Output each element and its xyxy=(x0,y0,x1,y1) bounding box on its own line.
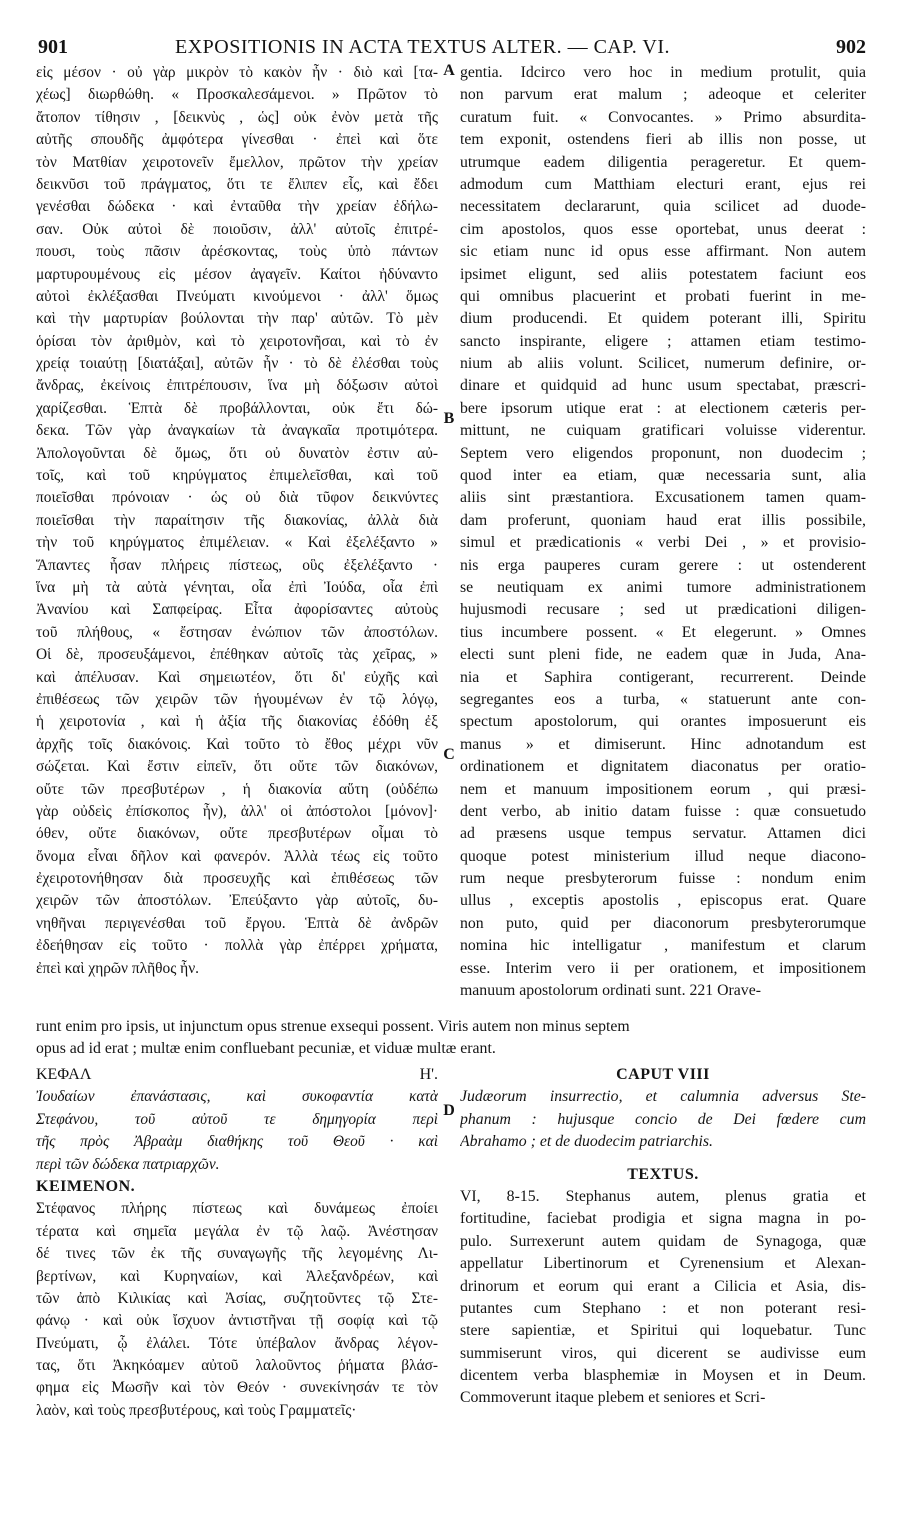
greek-text-line: ἡ χειροτονία , καὶ ἡ ἀξία τῆς διακονίας ἐδόθη ἐξ xyxy=(36,713,438,731)
latin-text-line: stere sapientiæ, et Spiritui qui loquebatur. Tunc xyxy=(460,1322,866,1340)
greek-text-line: γενέσθαι δώδεκα · καὶ ἐνταῦθα τὴν χρείαν ἐδήλω- xyxy=(36,198,438,216)
latin-text-line: Commoverunt itaque plebem et seniores et Scri- xyxy=(460,1389,766,1407)
latin-text-line: tius incumbere possent. « Et elegerunt. » Omnes xyxy=(460,623,866,641)
latin-chapter-title-line: phanum : hujusque concio de Dei fœdere cum xyxy=(460,1110,866,1128)
greek-text-line: καὶ τὴν μαρτυρίαν βούλονται τὴν παρ' αὐτῶν. Τὸ μὲν xyxy=(36,310,438,328)
latin-text-line: pulo. Surrexerunt autem quidam de Synagoga, quæ xyxy=(460,1232,866,1250)
greek-text-head: ΚΕΙΜΕΝΟΝ. xyxy=(36,1177,136,1195)
greek-text-line: τῶν ἀπὸ Κιλικίας καὶ Ἀσίας, συζητοῦντες τῷ Στε- xyxy=(36,1289,438,1307)
greek-text-line: ἄτοπον τίθησιν , [δεικνὺς , ὡς] οὐκ ἐνὸν μετὰ τῆς xyxy=(36,108,438,126)
latin-text-line: curatum fuit. « Convocantes. » Primo absurdita- xyxy=(460,108,866,126)
greek-text-line: ποιεῖσθαι πρόνοιαν · ὡς οὐ διὰ τῦφον δεικνύντες xyxy=(36,489,438,507)
greek-text-line: ὁρίσαι τὸν ἀριθμὸν, καὶ τὸ χειροτονῆσαι, καὶ τὸ ἐν xyxy=(36,332,438,350)
latin-text-line: hujusmodi recusare ; sed ut prædicationi diligen- xyxy=(460,601,866,619)
latin-text-line: ordinationem et dignitatem diaconatus per oratio- xyxy=(460,758,866,776)
greek-text-line: αὐτοὶ ἐκλέξασθαι Πνεύματι κινούμενοι · ἀλλ' ὅμως xyxy=(36,287,438,305)
margin-marker-d: D xyxy=(443,1102,455,1119)
latin-text-line: mittunt, ne cuiquam gratificari voluisse viderentur. xyxy=(460,422,866,440)
latin-text-line: segregantes eos a turba, « statuerunt ante con- xyxy=(460,690,866,708)
greek-text-line: χρείᾳ τοιαύτῃ [διατάξαι], αὐτῶν ἦν · τὸ δὲ ἐλέσθαι τοὺς xyxy=(36,355,438,373)
latin-column-lower xyxy=(460,1064,866,1410)
latin-text-line: spectum apostolorum, qui orantes imposuerunt eis xyxy=(460,713,866,731)
greek-chapter-title-line: Ἰουδαίων ἐπανάστασις, καὶ συκοφαντία κατὰ xyxy=(36,1088,438,1106)
latin-text-line: VI, 8-15. Stephanus autem, plenus gratia et xyxy=(460,1187,866,1205)
greek-text-line: τὸν Ματθίαν χειροτονεῖν ἔμελλον, πρῶτον τὴν χρείαν xyxy=(36,153,438,171)
latin-text-line: cim apostolos, quos esse oportebat, unus deerat : xyxy=(460,220,866,238)
greek-text-line: δέ τινες τῶν ἐκ τῆς συναγωγῆς τῆς λεγομένης Λι- xyxy=(36,1245,438,1263)
latin-chapter-title-line: Judæorum insurrectio, et calumnia adversus Ste- xyxy=(460,1088,866,1106)
greek-text-line: τοῖς, καὶ τοῦ κηρύγματος ἐπιμελεῖσθαι, καὶ τοῦ xyxy=(36,467,438,485)
margin-marker-b: B xyxy=(443,410,455,427)
margin-marker-a: A xyxy=(443,62,455,79)
greek-text-line: βερτίνων, καὶ Κυρηναίων, καὶ Ἀλεξανδρέων, καὶ xyxy=(36,1267,438,1285)
greek-column-lower xyxy=(36,1064,438,1422)
greek-text-line: ἐχειροτονήθησαν διὰ προσευχῆς καὶ ἐπιθέσεως τῶν xyxy=(36,870,438,888)
greek-text-line: ἄνδρας, ἐκείνοις ἐπιτρέπουσιν, ἵνα μὴ δόξωσιν αὐτοὶ xyxy=(36,377,438,395)
greek-chapter-title-line: περὶ τῶν δώδεκα πατριαρχῶν. xyxy=(36,1155,220,1173)
latin-text-line: summiserunt viros, qui dicerent se audivisse eum xyxy=(460,1344,866,1362)
latin-text-head: TEXTUS. xyxy=(627,1165,699,1183)
latin-text-line: ipsimet eligunt, sed aliis potestatem faciunt eos xyxy=(460,265,866,283)
greek-text-line: Ἀνανίου καὶ Σαπφείρας. Εἶτα ἀφορίσαντες αὐτοὺς xyxy=(36,601,438,619)
latin-spanning-line: runt enim pro ipsis, ut injunctum opus strenue exsequi possent. Viris autem non minus septem xyxy=(36,1018,630,1035)
latin-text-line: gentia. Idcirco vero hoc in medium protulit, quia xyxy=(460,64,866,81)
latin-text-line: admodum cum Matthiam electuri erant, ejus rei xyxy=(460,175,866,193)
greek-text-line: καὶ ἀπέλυσαν. Καὶ σημειωτέον, ὅτι δι' εὐχῆς καὶ xyxy=(36,668,438,686)
latin-text-line: dent verbo, ab initio datam fuisse : quæ consuetudo xyxy=(460,802,866,820)
latin-text-line: esse. Interim vero ii per orationem, et impositionem xyxy=(460,959,866,977)
greek-text-line: Πνεύματι, ᾧ ἐλάλει. Τότε ὑπέβαλον ἄνδρας λέγον- xyxy=(36,1334,438,1352)
greek-text-line: ἐδεήθησαν εἰς τοῦτο · πολλὰ γὰρ ἐπέρρει χρήματα, xyxy=(36,937,438,955)
latin-text-line: ullus , exceptis apostolis , episcopus erat. Quare xyxy=(460,892,866,910)
latin-text-line: dinare et quidquid ad hunc usum spectabat, præscri- xyxy=(460,377,866,395)
greek-text-line: φάνῳ · καὶ οὐκ ἴσχυον ἀντιστῆναι τῇ σοφίᾳ καὶ τῷ xyxy=(36,1312,438,1330)
greek-text-block xyxy=(36,1198,438,1422)
latin-spanning-line: opus ad id erat ; multæ enim confluebant pecuniæ, et viduæ multæ erant. xyxy=(36,1040,496,1058)
greek-text-line: ἀρχῆς τοῖς διακόνοις. Καὶ τοῦτο τὸ ἔθος μέχρι νῦν xyxy=(36,735,438,753)
latin-text-line: bere ipsorum utique erat : at electionem cæteris per- xyxy=(460,399,866,417)
latin-text-line: non parvum erat malum ; adeoque et celeriter xyxy=(460,86,866,104)
latin-text-line: fortitudine, faciebat prodigia et signa magna in po- xyxy=(460,1210,866,1228)
page-number-right: 902 xyxy=(836,36,866,58)
latin-text-line: electi sunt pleni fide, ne eadem quæ in Juda, Ana- xyxy=(460,646,866,664)
latin-text-line: Septem vero eligendos proponunt, non duodecim ; xyxy=(460,444,866,462)
greek-text-line: δεικνῦσι τοῦ πράγματος, ὅτι τε ἔλιπεν εἷς, καὶ ἔδει xyxy=(36,175,438,193)
latin-text-line: tem exponit, ostendens fieri ab illis non posse, ut xyxy=(460,131,866,149)
greek-text-line: ἐπεὶ καὶ χηρῶν πλῆθος ἦν. xyxy=(36,959,199,977)
latin-text-line: manuum apostolorum ordinati sunt. 221 Orave- xyxy=(460,982,761,1000)
greek-text-line: ἐπιθέσεως τῶν χειρῶν τῶν ἡγουμένων ἐν τῷ λόγῳ, xyxy=(36,690,438,708)
greek-text-line: σαν. Οὐκ αὐτοὶ δὲ ποιοῦσιν, ἀλλ' αὐτοῖς ἐπιτρέ- xyxy=(36,220,438,238)
latin-text-line: se neutiquam ex animi tumore administrationem xyxy=(460,578,866,596)
greek-text-line: οὔτε τῶν πρεσβυτέρων , ἡ διακονία αὕτη (οὐδέπω xyxy=(36,780,438,798)
latin-text-line: sic etiam nunc id opus esse affirmant. Non autem xyxy=(460,243,866,261)
greek-text-line: τας, ὅτι Ἀκηκόαμεν αὐτοῦ λαλοῦντος ῥήματα βλάσ- xyxy=(36,1357,438,1375)
greek-text-line: Στέφανος πλήρης πίστεως καὶ δυνάμεως ἐποίει xyxy=(36,1200,438,1218)
latin-text-line: nis erga pauperes curam gerere : ut ostenderent xyxy=(460,556,866,574)
greek-chapter-head: ΚΕΦΑΛ Η'. xyxy=(36,1066,438,1083)
greek-text-line: γὰρ οὐδεὶς ἐπίσκοπος ἦν), ἀλλ' οἱ ἀπόστολοι [μόνον]· xyxy=(36,802,438,820)
greek-text-line: Οἱ δὲ, προσευξάμενοι, ἐπέθηκαν αὐτοῖς τὰς χεῖρας, » xyxy=(36,646,438,664)
latin-text-line: quod inter ea etiam, quæ necessaria sunt, alia xyxy=(460,467,866,485)
greek-text-line: ὄνομα εἶναι δῆλον καὶ φανερόν. Ἀλλὰ τέως εἰς τοῦτο xyxy=(36,847,438,865)
greek-chapter-title-line: Στεφάνου, τοῦ αὐτοῦ τε δημηγορία περὶ xyxy=(36,1110,438,1128)
latin-text-line: simul et prædicationis « verbi Dei , » et provisio- xyxy=(460,534,866,552)
greek-chapter-title-line: τῆς πρὸς Ἀβραὰμ διαθήκης τοῦ Θεοῦ · καὶ xyxy=(36,1133,438,1151)
latin-text-line: dicentem verba blasphemiæ in Moysen et in Deum. xyxy=(460,1367,866,1385)
latin-text-line: manus » et dimiserunt. Hinc adnotandum est xyxy=(460,735,866,753)
latin-text-line: rum neque presbyterorum fuisse : nondum enim xyxy=(460,870,866,888)
latin-text-line: qui omnibus placuerint et probati fuerint in me- xyxy=(460,287,866,305)
greek-text-line: χέως] διωρθώθη. « Προσκαλεσάμενοι. » Πρῶτον τὸ xyxy=(36,86,438,104)
greek-text-line: χαρίζεσθαι. Ἑπτὰ δὲ προβάλλονται, οὐκ ἔτι δώ- xyxy=(36,399,438,417)
greek-text-line: ποιεῖσθαι τὴν παραίτησιν τῆς διακονίας, ἀλλὰ διὰ xyxy=(36,511,438,529)
latin-text-line: nium ab aliis volunt. Scilicet, numerum definire, or- xyxy=(460,355,866,373)
latin-column-upper xyxy=(460,62,866,1002)
greek-text-line: όθεν, οὔτε διακόνων, οὔτε πρεσβυτέρων οἶμαι τὸ xyxy=(36,825,438,843)
greek-text-line: φημα εἰς Μωσῆν καὶ τὸν Θεόν · συνεκίνησάν τε τὸν xyxy=(36,1379,438,1397)
greek-column-upper xyxy=(36,62,438,980)
latin-chapter-title-line: Abrahamo ; et de duodecim patriarchis. xyxy=(460,1133,714,1151)
latin-chapter-title xyxy=(460,1086,866,1153)
greek-text-line: εἰς μέσον · οὐ γὰρ μικρὸν τὸ κακὸν ἦν · διὸ καὶ [τα- xyxy=(36,64,438,81)
greek-text-line: χειρῶν τῶν ἀποστόλων. Ἐπεύξαντο γὰρ αὐτοῖς, δυ- xyxy=(36,892,438,910)
latin-text-line: nomina hic intelligatur , manifestum et clarum xyxy=(460,937,866,955)
latin-text-line: appellatur Libertinorum et Cyrenensium et Alexan- xyxy=(460,1255,866,1273)
latin-text-line: necessitatem declararunt, quia scilicet ad duode- xyxy=(460,198,866,216)
greek-text-line: ἵνα μὴ τὰ αὐτὰ γένηται, οἷα ἐπὶ Ἰούδα, οἷα ἐπὶ xyxy=(36,578,438,596)
latin-text-line: ad præsens usque tempus servatur. Attamen dici xyxy=(460,825,866,843)
latin-text-line: sancto inspirante, eligere ; attamen etiam testimo- xyxy=(460,332,866,350)
greek-text-line: δεκα. Τῶν γὰρ ἀναγκαίων τὰ ἀναγκαῖα προτιμότερα. xyxy=(36,422,438,440)
latin-text-line: drinorum et eorum qui erant a Cilicia et Asia, dis- xyxy=(460,1277,866,1295)
latin-text-line: nia et Saphira contigerant, recurrerent. Deinde xyxy=(460,668,866,686)
greek-text-line: λαὸν, καὶ τοὺς πρεσβυτέρους, καὶ τοὺς Γραμματεῖς· xyxy=(36,1401,357,1419)
greek-text-line: τοῦ πλήθους, « ἔστησαν ἐνώπιον τῶν ἀποστόλων. xyxy=(36,623,438,641)
latin-text-line: dium producendi. Et quidem poterant illi, Spiritu xyxy=(460,310,866,328)
latin-text-line: aliis sint præstantiora. Excusationem tamen quam- xyxy=(460,489,866,507)
greek-text-line: τὴν τοῦ κηρύγματος ἐπιμέλειαν. « Καὶ ἐξελέξαντο » xyxy=(36,534,438,552)
greek-text-line: σώζεται. Καὶ ἔστιν εἰπεῖν, ὅτι οὔτε τῶν διακόνων, xyxy=(36,758,438,776)
greek-text-line: τέρατα καὶ σημεῖα μεγάλα ἐν τῷ λαῷ. Ἀνέστησαν xyxy=(36,1222,438,1240)
page-number-left: 901 xyxy=(38,36,68,58)
greek-text-line: νηθῆναι περιγενέσθαι τοῦ ἔργου. Ἑπτὰ δὲ ἀνδρῶν xyxy=(36,914,438,932)
latin-text-line: nem et manuum impositionem eorum , qui præsi- xyxy=(460,780,866,798)
latin-text-line: quoque potest ministerium illud neque diacono- xyxy=(460,847,866,865)
greek-text-line: μαρτυρουμένους εἰς μέσον ἀγαγεῖν. Καίτοι ἠδύναντο xyxy=(36,265,438,283)
margin-marker-c: C xyxy=(443,746,455,763)
greek-text-line: αὐτῆς σπουδῆς ἀμφότερα γίνεσθαι · ἐπεὶ καὶ ὅτε xyxy=(36,131,438,149)
latin-text-line: non puto, quid per diaconorum presbyterorumque xyxy=(460,914,866,932)
latin-text-line: utrumque eadem diligentia perageretur. Et quem- xyxy=(460,153,866,171)
running-title: EXPOSITIONIS IN ACTA TEXTUS ALTER. — CAP. VI. xyxy=(175,36,671,58)
greek-text-line: Ἀπολογοῦνται δὲ ὅμως, ὅτι οὐ δυνατὸν ἐστιν αὐ- xyxy=(36,444,438,462)
spanning-latin-lines xyxy=(36,1016,866,1061)
latin-text-block xyxy=(460,1186,866,1410)
greek-chapter-title xyxy=(36,1086,438,1176)
latin-text-line: dam proferunt, quoniam haud erat illis possibile, xyxy=(460,511,866,529)
latin-text-line: putantes cum Stephano : et non poterant resi- xyxy=(460,1299,866,1317)
greek-text-line: Ἅπαντες ἦσαν πλήρεις πίστεως, οὓς ἐξελέξαντο · xyxy=(36,556,438,574)
latin-chapter-head: CAPUT VIII xyxy=(616,1066,710,1083)
greek-text-line: πουσι, τοὺς πᾶσιν ἀρέσκοντας, τοὺς ὑπὸ πάντων xyxy=(36,243,438,261)
